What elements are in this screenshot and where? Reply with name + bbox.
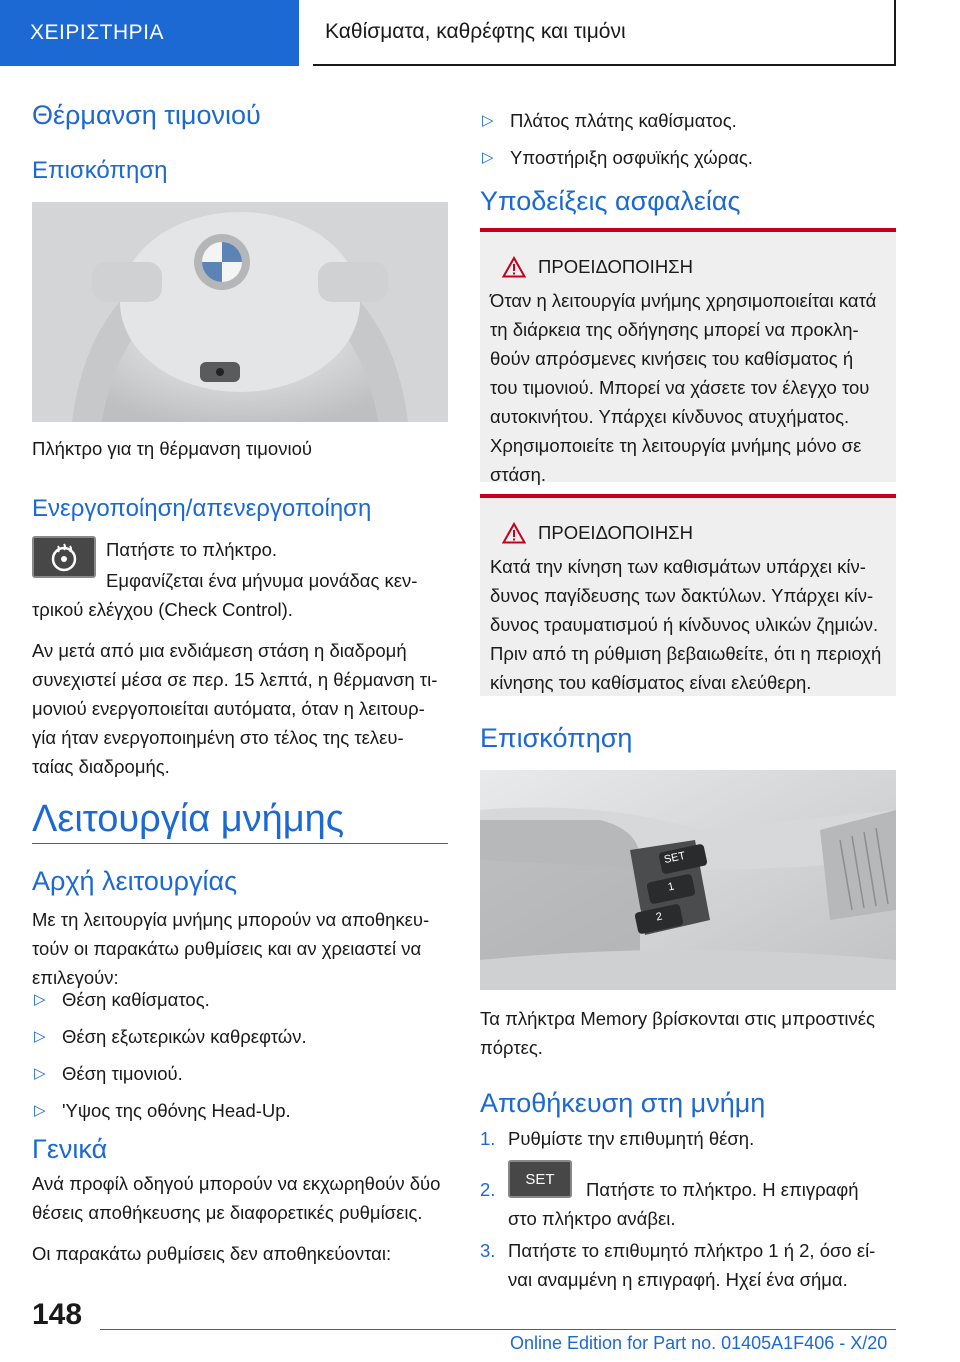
caption-steering-button: Πλήκτρο για τη θέρμανση τιμονιού	[32, 438, 312, 459]
page-number: 148	[32, 1298, 83, 1331]
step-2-text-b: στο πλήκτρο ανάβει.	[508, 1208, 676, 1229]
set-button-icon: SET	[508, 1160, 572, 1198]
general-paragraph: Ανά προφίλ οδηγού μπορούν να εκχωρηθούν δύο θέσεις αποθήκευσης με διαφορετικές ρυθμίσεις.	[32, 1173, 441, 1223]
heading-principle: Αρχή λειτουργίας	[32, 866, 238, 896]
header-section: ΧΕΙΡΙΣΤΗΡΙΑ	[30, 21, 165, 44]
steering-heating-button-icon	[32, 536, 96, 578]
heading-safety: Υποδείξεις ασφαλείας	[480, 186, 741, 216]
memory-settings-list	[32, 985, 448, 1125]
heading-rule	[32, 843, 448, 844]
not-saved-text: Οι παρακάτω ρυθμίσεις δεν αποθηκεύονται:	[32, 1243, 392, 1264]
warning-title-1: ΠΡΟΕΙΔΟΠΟΙΗΣΗ	[490, 256, 886, 278]
triangle-bullet-icon: ▷	[34, 1102, 46, 1119]
step-number: 3.	[480, 1240, 496, 1261]
steering-wheel-image	[32, 202, 448, 422]
message-line-2: τρικού ελέγχου (Check Control).	[32, 599, 293, 620]
heading-store-memory: Αποθήκευση στη μνήμη	[480, 1088, 766, 1118]
footer-rule	[100, 1329, 896, 1330]
step-number: 1.	[480, 1128, 496, 1149]
message-line-1: Εμφανίζεται ένα μήνυμα μονάδας κεν-	[106, 570, 418, 591]
not-saved-list	[480, 106, 896, 172]
step-2-text-a: Πατήστε το πλήκτρο. Η επιγραφή	[586, 1179, 859, 1200]
header-chapter: Καθίσματα, καθρέφτης και τιμόνι	[325, 20, 626, 43]
step-number: 2.	[480, 1179, 496, 1200]
door-memory-buttons-image	[480, 770, 896, 990]
step-3-text-a: Πατήστε το επιθυμητό πλήκτρο 1 ή 2, όσο εί-	[508, 1240, 876, 1261]
warning-text-2: Κατά την κίνηση των καθισμάτων υπάρχει κίν- δυνος παγίδευσης των δακτύλων. Υπάρχει κίν- δυνος τραυματισμού ή κίνδυνος υλικών ζημιών. Πριν από τη ρύθμιση βεβαιωθείτε, ότι η περιοχή κίνησης του καθίσματος είναι ελεύθερη.	[490, 556, 882, 693]
memory-button-2-label: 2	[654, 910, 664, 924]
heading-general: Γενικά	[32, 1134, 108, 1164]
memory-button-1-label: 1	[666, 880, 676, 894]
intermediate-stop-paragraph: Αν μετά από μια ενδιάμεση στάση η διαδρομή συνεχιστεί μέσα σε περ. 15 λεπτά, η θέρμανση τι- μονιού ενεργοποιείται αυτόματα, όταν η λειτουρ- γία ήταν ενεργοποιημένη στο τέλος της τελευ- ταίας διαδρομής.	[32, 640, 438, 777]
step-1-text: Ρυθμίστε την επιθυμητή θέση.	[508, 1128, 755, 1149]
footer-edition: Online Edition for Part no. 01405A1F406 - X/20	[510, 1333, 888, 1353]
triangle-bullet-icon: ▷	[34, 991, 46, 1008]
triangle-bullet-icon: ▷	[482, 149, 494, 166]
set-button-label: SET	[662, 849, 687, 867]
warning-box-2	[480, 494, 896, 696]
list-item: ▷ Υποστήριξη οσφυϊκής χώρας.	[480, 143, 896, 172]
header-section-tab	[0, 0, 299, 66]
list-item: ▷ Πλάτος πλάτης καθίσματος.	[480, 106, 896, 135]
store-steps-list	[480, 1124, 896, 1290]
header-chapter-box	[313, 0, 896, 66]
heading-overview-left: Επισκόπηση	[32, 157, 168, 184]
warning-title-2: ΠΡΟΕΙΔΟΠΟΙΗΣΗ	[490, 522, 886, 544]
triangle-bullet-icon: ▷	[482, 112, 494, 129]
list-item: ▷ Θέση εξωτερικών καθρεφτών.	[32, 1022, 448, 1051]
heading-memory-function: Λειτουργία μνήμης	[32, 798, 345, 840]
press-button-text: Πατήστε το πλήκτρο.	[106, 539, 278, 560]
warning-triangle-icon	[502, 256, 526, 278]
warning-triangle-icon	[502, 522, 526, 544]
warning-box-1	[480, 228, 896, 485]
list-item: ▷ 'Υψος της οθόνης Head-Up.	[32, 1096, 448, 1125]
principle-paragraph: Με τη λειτουργία μνήμης μπορούν να αποθηκευ- τούν οι παρακάτω ρυθμίσεις και αν χρειαστεί να επιλεγούν:	[32, 909, 430, 988]
heading-on-off: Ενεργοποίηση/απενεργοποίηση	[32, 495, 372, 522]
triangle-bullet-icon: ▷	[34, 1028, 46, 1045]
list-item: ▷ Θέση καθίσματος.	[32, 985, 448, 1014]
heading-steering-heating: Θέρμανση τιμονιού	[32, 100, 261, 130]
step-3-text-b: ναι αναμμένη η επιγραφή. Ηχεί ένα σήμα.	[508, 1269, 848, 1290]
warning-text-1: Όταν η λειτουργία μνήμης χρησιμοποιείται κατά τη διάρκεια της οδήγησης μπορεί να προκλη- θούν απρόσμενες κινήσεις του καθίσματος ή του τιμονιού. Μπορεί να χάσετε τον έλεγχο του αυτοκινήτου. Υπάρχει κίνδυνος ατυχήματος. Χρησιμοποιείτε τη λειτουργία μνήμης μόνο σε στάση.	[490, 290, 877, 485]
caption-memory-buttons: Τα πλήκτρα Memory βρίσκονται στις μπροστινές πόρτες.	[480, 1008, 875, 1058]
heading-overview-right: Επισκόπηση	[480, 723, 633, 753]
triangle-bullet-icon: ▷	[34, 1065, 46, 1082]
list-item: ▷ Θέση τιμονιού.	[32, 1059, 448, 1088]
